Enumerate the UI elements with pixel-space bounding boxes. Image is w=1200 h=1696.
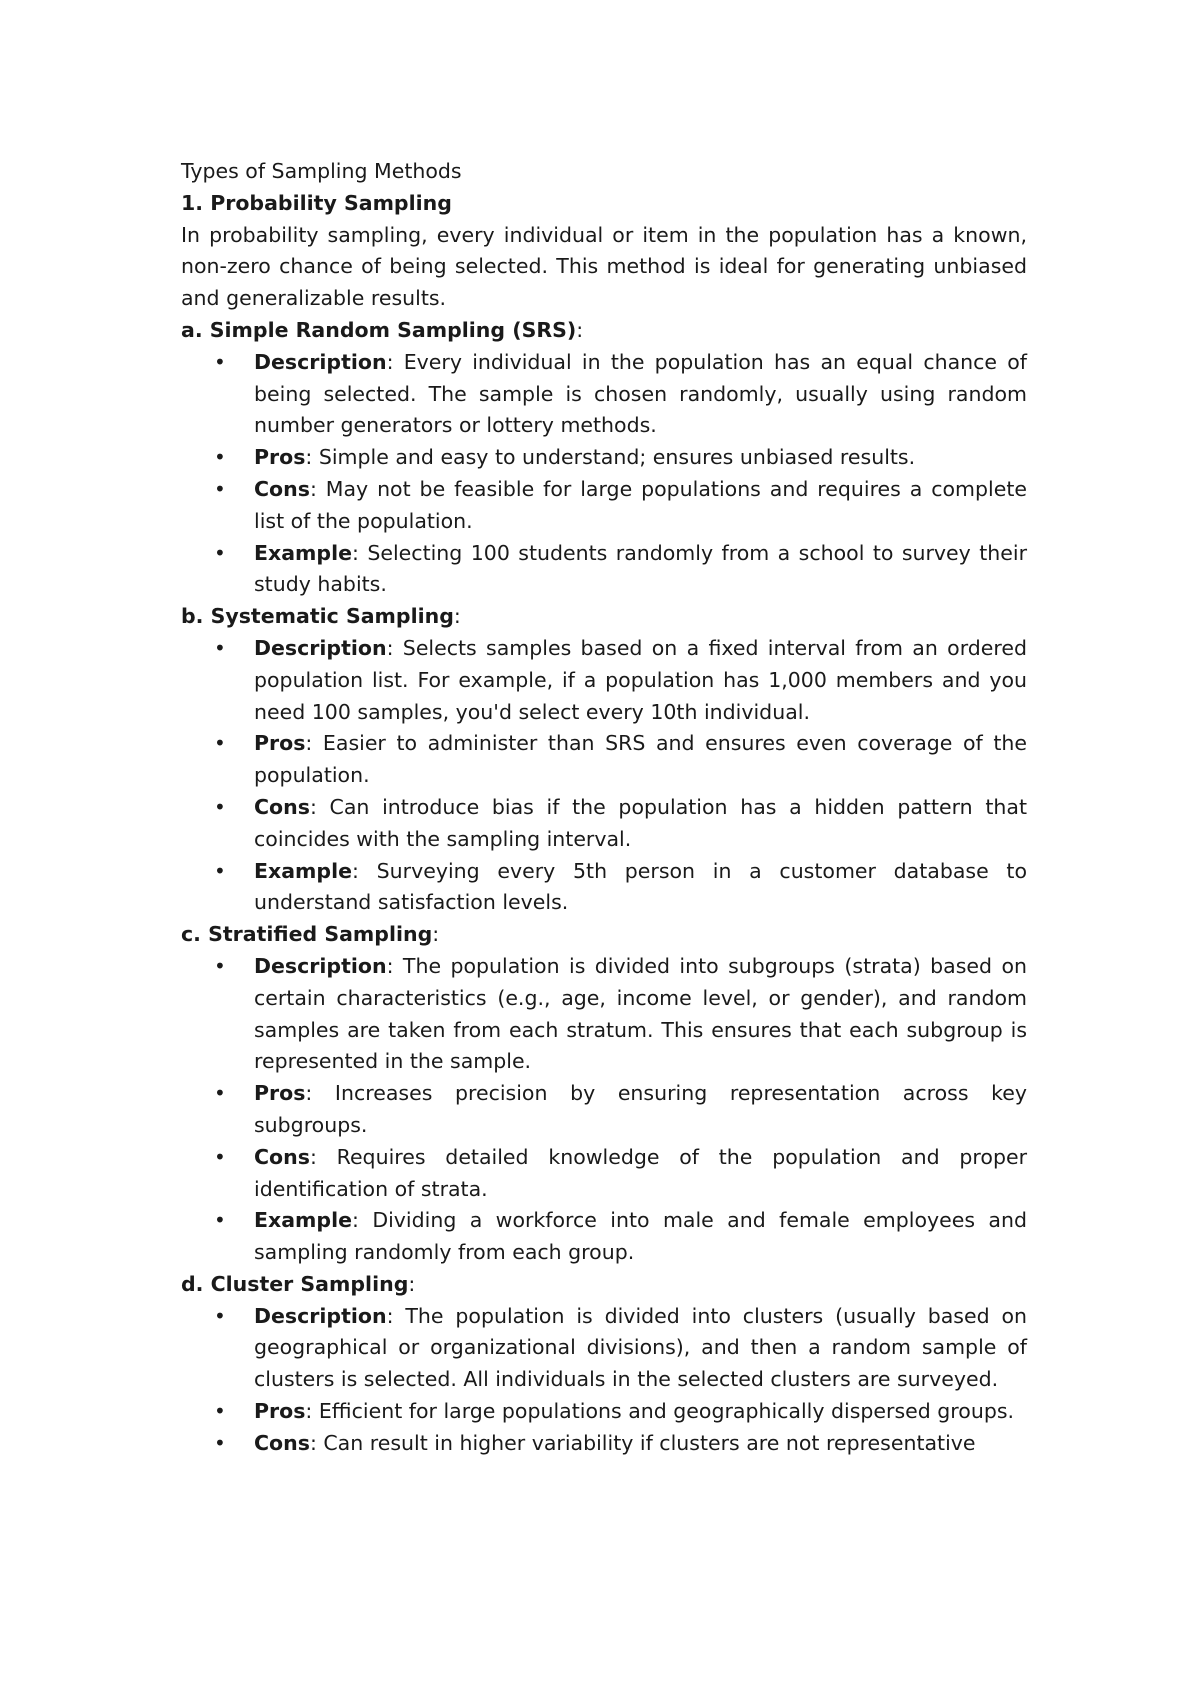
list-item: • Description: The population is divided into clusters (usually based on geographical or organizational divisions), and then a random sample of clusters is selected. All individuals in the selected clusters are surveyed. (181, 1301, 1027, 1396)
bullet-icon: • (214, 1430, 226, 1455)
bullet-icon: • (214, 445, 226, 470)
section-heading: 1. Probability Sampling (181, 190, 452, 215)
document-page (181, 156, 1027, 1460)
method-heading: d. Cluster Sampling: (181, 1271, 416, 1296)
bullet-icon: • (214, 1144, 226, 1169)
bullet-icon: • (214, 349, 226, 374)
method-simple-random (181, 315, 1027, 601)
list-item: • Pros: Efficient for large populations and geographically dispersed groups. (181, 1396, 1027, 1428)
list-item: • Description: Selects samples based on a fixed interval from an ordered population list. For example, if a population has 1,000 members and you need 100 samples, you'd select every 10th individual. (181, 633, 1027, 728)
method-systematic (181, 601, 1027, 919)
method-stratified (181, 919, 1027, 1269)
list-item: • Pros: Increases precision by ensuring representation across key subgroups. (181, 1078, 1027, 1142)
method-bullet-list (181, 1301, 1027, 1460)
list-item: • Cons: Can introduce bias if the population has a hidden pattern that coincides with the sampling interval. (181, 792, 1027, 856)
list-item: • Pros: Easier to administer than SRS and ensures even coverage of the population. (181, 728, 1027, 792)
method-bullet-list (181, 347, 1027, 601)
list-item: • Cons: Can result in higher variability if clusters are not representative (181, 1428, 1027, 1460)
intro-paragraph: In probability sampling, every individual or item in the population has a known, non-zero chance of being selected. This method is ideal for generating unbiased and generalizable results. (181, 222, 1027, 311)
bullet-icon: • (214, 1208, 226, 1233)
bullet-icon: • (214, 953, 226, 978)
list-item: • Description: The population is divided into subgroups (strata) based on certain characteristics (e.g., age, income level, or gender), and random samples are taken from each stratum. This ensures that each subgroup is represented in the sample. (181, 951, 1027, 1078)
list-item: • Cons: Requires detailed knowledge of the population and proper identification of strata. (181, 1142, 1027, 1206)
list-item: • Cons: May not be feasible for large populations and requires a complete list of the population. (181, 474, 1027, 538)
method-heading: a. Simple Random Sampling (SRS): (181, 317, 584, 342)
bullet-icon: • (214, 1303, 226, 1328)
method-heading: b. Systematic Sampling: (181, 604, 461, 629)
bullet-icon: • (214, 635, 226, 660)
list-item: • Description: Every individual in the population has an equal chance of being selected. The sample is chosen randomly, usually using random number generators or lottery methods. (181, 347, 1027, 442)
list-item: • Example: Selecting 100 students randomly from a school to survey their study habits. (181, 538, 1027, 602)
list-item: • Example: Surveying every 5th person in a customer database to understand satisfaction levels. (181, 856, 1027, 920)
method-cluster (181, 1269, 1027, 1460)
bullet-icon: • (214, 540, 226, 565)
bullet-icon: • (214, 794, 226, 819)
bullet-icon: • (214, 476, 226, 501)
bullet-icon: • (214, 858, 226, 883)
method-heading: c. Stratified Sampling: (181, 922, 440, 947)
bullet-icon: • (214, 731, 226, 756)
list-item: • Example: Dividing a workforce into male and female employees and sampling randomly from each group. (181, 1205, 1027, 1269)
document-title: Types of Sampling Methods (181, 159, 462, 183)
bullet-icon: • (214, 1081, 226, 1106)
bullet-icon: • (214, 1399, 226, 1424)
list-item: • Pros: Simple and easy to understand; ensures unbiased results. (181, 442, 1027, 474)
method-bullet-list (181, 633, 1027, 919)
method-bullet-list (181, 951, 1027, 1269)
